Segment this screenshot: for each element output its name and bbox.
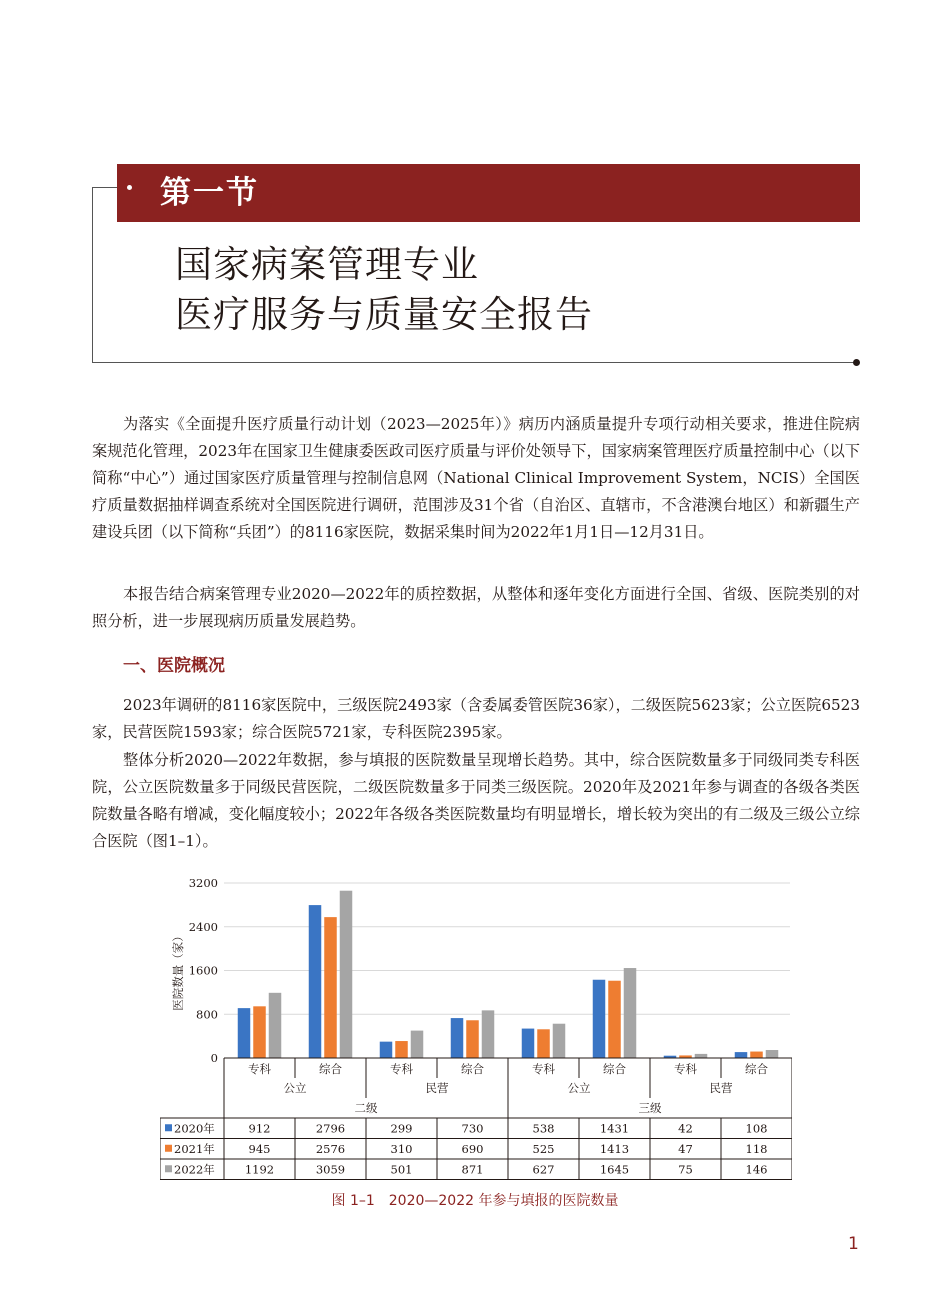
data-cell: 538 <box>532 1121 555 1136</box>
legend-swatch <box>165 1145 172 1152</box>
bar <box>750 1052 763 1058</box>
page-number: 1 <box>848 1234 859 1254</box>
bar <box>553 1024 566 1058</box>
paragraph-hospital-counts: 2023年调研的8116家医院中，三级医院2493家（含委属委管医院36家），二级医院5623家；公立医院6523家，民营医院1593家；综合医院5721家，专科医院2395家。 <box>92 696 860 741</box>
ownership-group-label: 公立 <box>283 1081 307 1095</box>
data-cell: 2796 <box>315 1121 346 1136</box>
bar <box>340 891 353 1058</box>
data-cell: 501 <box>390 1162 413 1177</box>
paragraph-trend-analysis: 整体分析2020—2022年数据，参与填报的医院数量呈现增长趋势。其中，综合医院数量多于同级同类专科医院，公立医院数量多于同级民营医院，二级医院数量多于同类三级医院。2020年及2021年参与调查的各级各类医院数量各略有增减，变化幅度较小；2022年各级各类医院数量均有明显增长，增长较为突出的有二级及三级公立综合医院（图1–1）。 <box>92 751 860 850</box>
bar <box>309 905 322 1058</box>
report-title-line-2: 医疗服务与质量安全报告 <box>175 293 593 336</box>
bar <box>608 981 621 1058</box>
data-cell: 146 <box>745 1162 768 1177</box>
y-tick-label: 0 <box>210 1051 218 1065</box>
frame-end-dot-icon <box>853 359 860 366</box>
legend-swatch <box>165 1165 172 1172</box>
data-cell: 627 <box>532 1162 555 1177</box>
frame-line-top <box>92 187 120 188</box>
paragraph-intro: 为落实《全面提升医疗质量行动计划（2023—2025年）》病历内涵质量提升专项行动相关要求，推进住院病案规范化管理，2023年在国家卫生健康委医政司医疗质量与评价处领导下，国家病案管理医疗质量控制中心（以下简称“中心”）通过国家医疗质量管理与控制信息网（National Clinical Improvement System，NCIS）全国医疗质量数据抽样调查系统对全国医院进行调研，范围涉及31个省（自治区、直辖市，不含港澳台地区）和新疆生产建设兵团（以下简称“兵团”）的8116家医院，数据采集时间为2022年1月1日—12月31日。 <box>92 415 860 541</box>
figure-caption: 图 1–1 2020—2022 年参与填报的医院数量 <box>331 1193 619 1209</box>
ownership-group-label: 民营 <box>709 1081 733 1095</box>
report-title <box>175 240 593 340</box>
bar <box>238 1008 251 1058</box>
report-title-line-1: 国家病案管理专业 <box>175 243 479 286</box>
bar <box>624 968 637 1058</box>
data-cell: 945 <box>248 1141 271 1156</box>
level-group-label: 二级 <box>354 1101 378 1115</box>
bar <box>522 1029 535 1058</box>
bar <box>593 980 606 1058</box>
y-tick-label: 1600 <box>188 963 218 978</box>
bar <box>695 1054 708 1058</box>
level-group-label: 三级 <box>638 1101 662 1115</box>
bar <box>269 993 282 1058</box>
data-cell: 118 <box>745 1141 768 1156</box>
data-cell: 3059 <box>315 1162 346 1177</box>
bar <box>466 1020 479 1058</box>
data-cell: 310 <box>390 1141 413 1156</box>
bar <box>395 1041 408 1058</box>
data-cell: 42 <box>678 1121 693 1136</box>
bar-chart-svg <box>160 873 792 1183</box>
data-cell: 730 <box>461 1121 484 1136</box>
category-label: 专科 <box>532 1062 555 1076</box>
data-cell: 75 <box>678 1162 693 1177</box>
legend-swatch <box>165 1124 172 1131</box>
banner-dot-icon <box>127 185 132 190</box>
frame-line-bottom <box>92 362 857 363</box>
bar <box>482 1010 495 1058</box>
data-cell: 47 <box>678 1141 693 1156</box>
category-label: 综合 <box>745 1062 768 1076</box>
subsection-heading: 一、医院概况 <box>123 656 225 676</box>
y-tick-label: 3200 <box>188 876 218 890</box>
y-axis-label: 医院数量（家） <box>171 930 185 1011</box>
y-tick-label: 2400 <box>188 919 218 934</box>
data-cell: 108 <box>745 1121 768 1136</box>
figure-chart <box>160 873 792 1183</box>
data-cell: 912 <box>248 1121 271 1136</box>
category-label: 综合 <box>319 1062 342 1076</box>
paragraph-scope: 本报告结合病案管理专业2020—2022年的质控数据，从整体和逐年变化方面进行全国、省级、医院类别的对照分析，进一步展现病历质量发展趋势。 <box>92 585 860 630</box>
bar <box>411 1031 424 1058</box>
data-cell: 525 <box>532 1141 555 1156</box>
category-label: 专科 <box>248 1062 271 1076</box>
bar <box>451 1018 464 1058</box>
bar <box>537 1029 550 1058</box>
data-cell: 1431 <box>599 1121 630 1136</box>
data-cell: 1645 <box>599 1162 630 1177</box>
bar <box>735 1052 748 1058</box>
category-label: 专科 <box>674 1062 697 1076</box>
data-cell: 1192 <box>244 1162 275 1177</box>
data-cell: 690 <box>461 1141 484 1156</box>
legend-label: 2020年 <box>174 1121 215 1136</box>
legend-label: 2022年 <box>174 1162 215 1177</box>
ownership-group-label: 公立 <box>567 1081 591 1095</box>
data-cell: 1413 <box>599 1141 630 1156</box>
category-label: 综合 <box>461 1062 484 1076</box>
section-label: 第一节 <box>160 175 259 211</box>
ownership-group-label: 民营 <box>425 1081 449 1095</box>
data-cell: 2576 <box>315 1141 346 1156</box>
y-tick-label: 800 <box>196 1007 218 1022</box>
data-cell: 299 <box>390 1121 413 1136</box>
bar <box>766 1050 779 1058</box>
category-label: 专科 <box>390 1062 413 1076</box>
bar <box>380 1042 393 1058</box>
legend-label: 2021年 <box>174 1141 215 1156</box>
data-cell: 871 <box>461 1162 484 1177</box>
bar <box>324 917 337 1058</box>
bar <box>253 1006 266 1058</box>
frame-line-vertical <box>92 187 93 363</box>
category-label: 综合 <box>603 1062 626 1076</box>
